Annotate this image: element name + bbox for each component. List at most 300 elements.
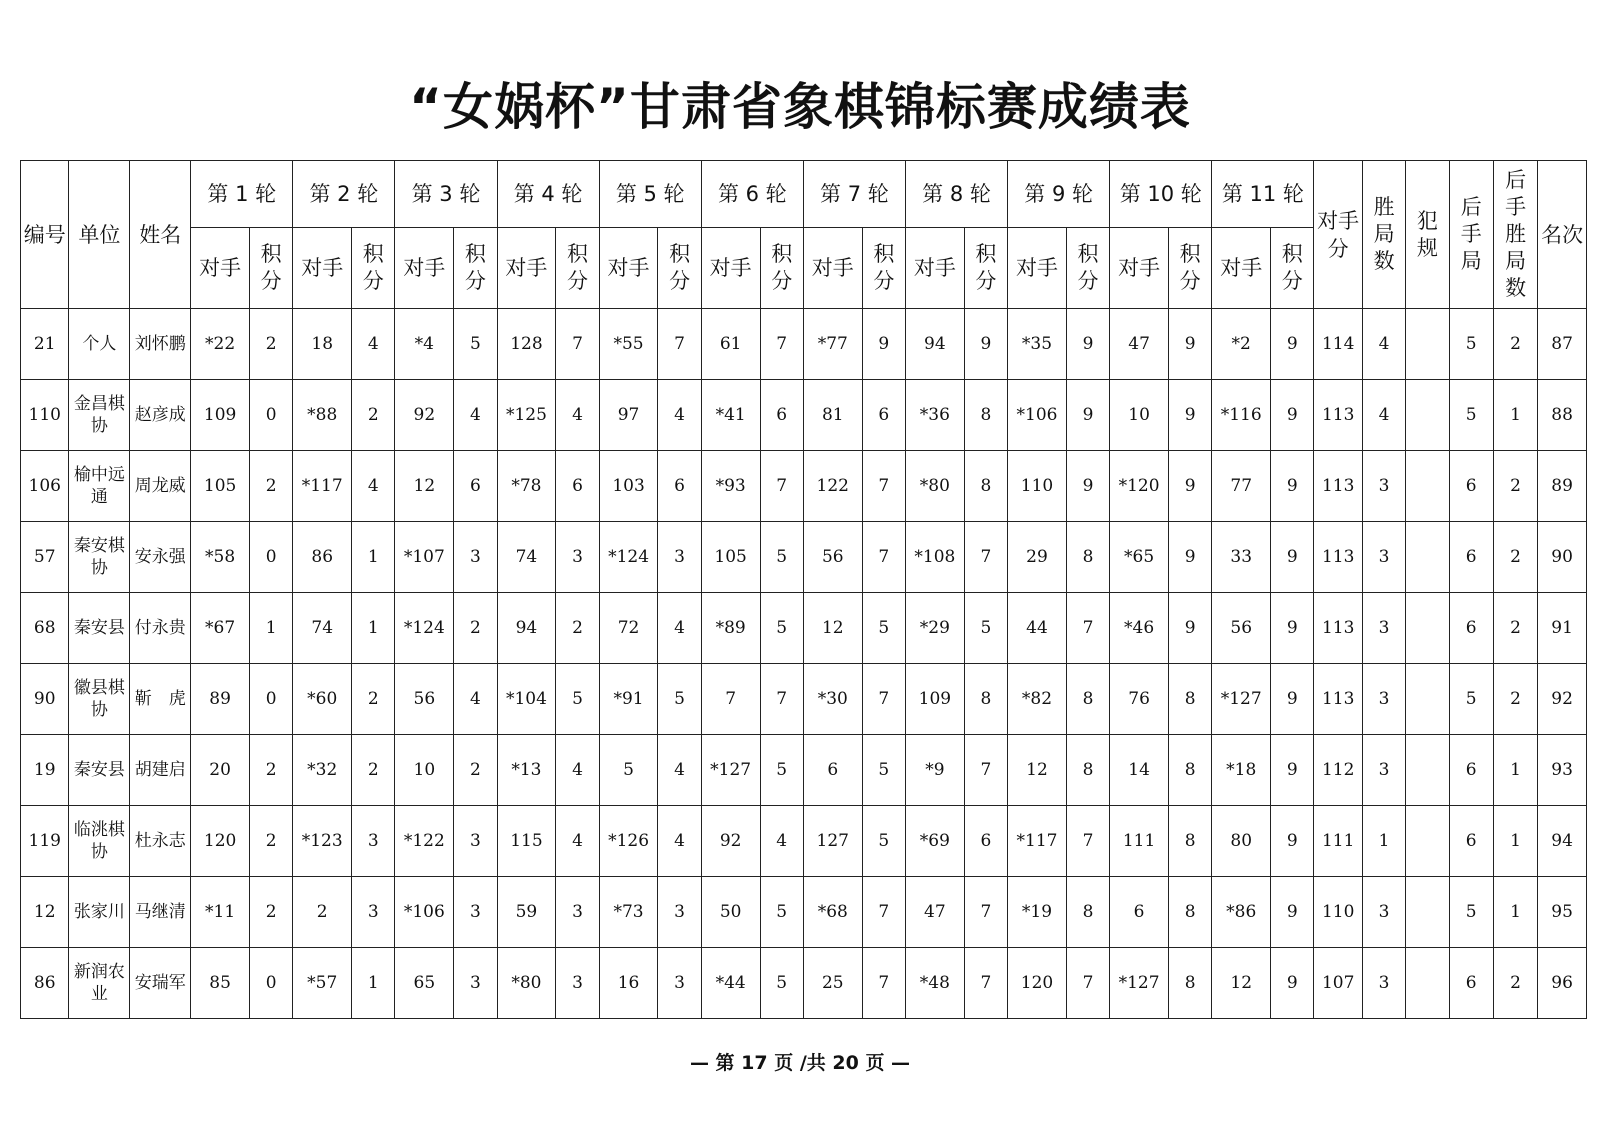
cell-points: 7 (862, 664, 905, 735)
cell-opponent: 103 (599, 451, 658, 522)
cell-points: 9 (1271, 451, 1314, 522)
cell-id: 68 (21, 593, 69, 664)
header-wins (1362, 161, 1405, 309)
header-opponent: 对手 (701, 228, 760, 309)
header-points-label: 积分 (1179, 242, 1201, 293)
cell-opponent: 10 (1110, 380, 1169, 451)
cell-points: 9 (1271, 522, 1314, 593)
table-row (21, 380, 1587, 451)
cell-opponent: *93 (701, 451, 760, 522)
cell-points: 7 (1066, 948, 1109, 1019)
cell-points: 4 (454, 380, 497, 451)
cell-points: 5 (862, 593, 905, 664)
cell-opponent: 74 (497, 522, 556, 593)
cell-points: 7 (760, 664, 803, 735)
cell-opponent: *67 (191, 593, 250, 664)
cell-points: 2 (454, 593, 497, 664)
cell-id: 21 (21, 309, 69, 380)
header-second-games (1449, 161, 1493, 309)
cell-points: 9 (1066, 451, 1109, 522)
cell-id: 90 (21, 664, 69, 735)
cell-points: 3 (454, 948, 497, 1019)
cell-points: 3 (454, 877, 497, 948)
cell-opponent: *88 (293, 380, 352, 451)
cell-second-games: 6 (1449, 451, 1493, 522)
header-opponent: 对手 (599, 228, 658, 309)
cell-opponent: 56 (1212, 593, 1271, 664)
cell-opponent: 94 (497, 593, 556, 664)
header-round: 第 11 轮 (1212, 161, 1314, 228)
cell-points: 6 (556, 451, 599, 522)
cell-points: 7 (1066, 806, 1109, 877)
cell-unit: 秦安县 (69, 735, 130, 806)
cell-opponent: *117 (1008, 806, 1067, 877)
cell-second-wins: 2 (1493, 593, 1537, 664)
cell-points: 8 (964, 664, 1007, 735)
cell-points: 5 (760, 593, 803, 664)
results-table (20, 160, 1587, 1019)
cell-opponent: *57 (293, 948, 352, 1019)
table-row (21, 806, 1587, 877)
cell-opponent: *125 (497, 380, 556, 451)
cell-opponent: 16 (599, 948, 658, 1019)
cell-points: 4 (352, 451, 395, 522)
cell-points: 9 (1271, 664, 1314, 735)
header-opp-score-label: 对手分 (1317, 208, 1360, 261)
header-wins-label: 胜局数 (1373, 195, 1395, 273)
cell-points: 9 (1271, 806, 1314, 877)
cell-points: 2 (454, 735, 497, 806)
cell-rank: 90 (1538, 522, 1587, 593)
cell-opponent: *11 (191, 877, 250, 948)
cell-opponent: *107 (395, 522, 454, 593)
header-points-label: 积分 (771, 242, 793, 293)
cell-points: 7 (964, 735, 1007, 806)
cell-unit: 秦安棋协 (69, 522, 130, 593)
header-fouls (1406, 161, 1449, 309)
cell-opponent: *36 (905, 380, 964, 451)
table-row (21, 948, 1587, 1019)
cell-opponent: 59 (497, 877, 556, 948)
cell-id: 12 (21, 877, 69, 948)
header-opponent: 对手 (191, 228, 250, 309)
cell-points: 8 (1168, 806, 1211, 877)
cell-wins: 3 (1362, 735, 1405, 806)
cell-name: 赵彦成 (130, 380, 191, 451)
cell-points: 3 (556, 522, 599, 593)
cell-points: 7 (556, 309, 599, 380)
cell-wins: 3 (1362, 522, 1405, 593)
cell-points: 9 (1271, 380, 1314, 451)
cell-opponent: 12 (395, 451, 454, 522)
cell-opponent: *106 (395, 877, 454, 948)
cell-opponent: 92 (701, 806, 760, 877)
cell-opponent: 109 (191, 380, 250, 451)
cell-second-wins: 2 (1493, 522, 1537, 593)
header-points (352, 228, 395, 309)
cell-second-games: 6 (1449, 948, 1493, 1019)
cell-points: 9 (1168, 593, 1211, 664)
header-points (760, 228, 803, 309)
cell-opponent: *60 (293, 664, 352, 735)
cell-fouls (1406, 309, 1449, 380)
header-points (250, 228, 293, 309)
cell-points: 9 (1066, 309, 1109, 380)
header-round: 第 8 轮 (905, 161, 1007, 228)
cell-opponent: 12 (1008, 735, 1067, 806)
cell-second-wins: 2 (1493, 664, 1537, 735)
cell-points: 9 (1271, 309, 1314, 380)
cell-points: 9 (1271, 877, 1314, 948)
cell-points: 9 (862, 309, 905, 380)
header-round: 第 7 轮 (803, 161, 905, 228)
header-opponent: 对手 (803, 228, 862, 309)
cell-opponent: *46 (1110, 593, 1169, 664)
cell-fouls (1406, 948, 1449, 1019)
cell-opponent: 65 (395, 948, 454, 1019)
cell-opponent: *9 (905, 735, 964, 806)
cell-points: 2 (352, 735, 395, 806)
cell-points: 3 (556, 877, 599, 948)
cell-rank: 95 (1538, 877, 1587, 948)
cell-opponent: 85 (191, 948, 250, 1019)
cell-points: 8 (1066, 735, 1109, 806)
cell-points: 3 (658, 877, 701, 948)
cell-fouls (1406, 877, 1449, 948)
cell-points: 4 (352, 309, 395, 380)
cell-opponent: *32 (293, 735, 352, 806)
header-points-label: 积分 (362, 242, 384, 293)
cell-opponent: 47 (905, 877, 964, 948)
header-points (862, 228, 905, 309)
cell-name: 安永强 (130, 522, 191, 593)
cell-points: 1 (352, 522, 395, 593)
cell-id: 19 (21, 735, 69, 806)
cell-points: 6 (454, 451, 497, 522)
header-points-label: 积分 (1077, 242, 1099, 293)
cell-opponent: 109 (905, 664, 964, 735)
table-row (21, 451, 1587, 522)
header-points-label: 积分 (873, 242, 895, 293)
header-points-label: 积分 (464, 242, 486, 293)
cell-second-games: 6 (1449, 735, 1493, 806)
cell-points: 4 (658, 806, 701, 877)
cell-second-games: 5 (1449, 380, 1493, 451)
cell-name: 胡建启 (130, 735, 191, 806)
cell-second-wins: 1 (1493, 806, 1537, 877)
cell-rank: 94 (1538, 806, 1587, 877)
cell-opp-score: 113 (1314, 380, 1362, 451)
cell-unit: 徽县棋协 (69, 664, 130, 735)
cell-opponent: 7 (701, 664, 760, 735)
header-points-label: 积分 (669, 242, 691, 293)
cell-points: 2 (250, 309, 293, 380)
cell-second-wins: 1 (1493, 380, 1537, 451)
cell-opponent: 97 (599, 380, 658, 451)
cell-opponent: 33 (1212, 522, 1271, 593)
cell-points: 0 (250, 380, 293, 451)
cell-points: 7 (658, 309, 701, 380)
cell-id: 86 (21, 948, 69, 1019)
cell-points: 8 (964, 451, 1007, 522)
cell-opponent: 56 (395, 664, 454, 735)
header-points (1066, 228, 1109, 309)
cell-points: 3 (454, 522, 497, 593)
cell-second-wins: 2 (1493, 948, 1537, 1019)
cell-opponent: *77 (803, 309, 862, 380)
cell-opponent: 12 (803, 593, 862, 664)
cell-opponent: 128 (497, 309, 556, 380)
cell-points: 0 (250, 664, 293, 735)
cell-opponent: 120 (1008, 948, 1067, 1019)
cell-points: 8 (1066, 877, 1109, 948)
cell-opponent: 14 (1110, 735, 1169, 806)
header-round: 第 5 轮 (599, 161, 701, 228)
cell-unit: 金昌棋协 (69, 380, 130, 451)
cell-wins: 3 (1362, 664, 1405, 735)
cell-opp-score: 112 (1314, 735, 1362, 806)
cell-points: 4 (658, 735, 701, 806)
cell-wins: 1 (1362, 806, 1405, 877)
cell-points: 9 (1271, 735, 1314, 806)
cell-points: 2 (250, 877, 293, 948)
cell-fouls (1406, 593, 1449, 664)
cell-opponent: *123 (293, 806, 352, 877)
cell-opponent: *80 (497, 948, 556, 1019)
cell-wins: 3 (1362, 948, 1405, 1019)
cell-second-wins: 2 (1493, 451, 1537, 522)
cell-points: 4 (556, 380, 599, 451)
cell-opponent: *69 (905, 806, 964, 877)
cell-name: 马继清 (130, 877, 191, 948)
cell-points: 9 (1168, 309, 1211, 380)
cell-opponent: 122 (803, 451, 862, 522)
cell-opponent: *68 (803, 877, 862, 948)
cell-name: 付永贵 (130, 593, 191, 664)
header-points (964, 228, 1007, 309)
table-row (21, 735, 1587, 806)
cell-opponent: *55 (599, 309, 658, 380)
cell-id: 110 (21, 380, 69, 451)
cell-opponent: *65 (1110, 522, 1169, 593)
cell-opponent: 120 (191, 806, 250, 877)
cell-fouls (1406, 451, 1449, 522)
cell-name: 刘怀鹏 (130, 309, 191, 380)
cell-wins: 3 (1362, 877, 1405, 948)
cell-opponent: *58 (191, 522, 250, 593)
cell-opponent: *127 (1212, 664, 1271, 735)
table-row (21, 309, 1587, 380)
header-points-label: 积分 (566, 242, 588, 293)
cell-unit: 个人 (69, 309, 130, 380)
cell-points: 5 (862, 806, 905, 877)
cell-points: 7 (964, 948, 1007, 1019)
cell-points: 5 (760, 735, 803, 806)
cell-points: 9 (964, 309, 1007, 380)
cell-opponent: 10 (395, 735, 454, 806)
header-round: 第 4 轮 (497, 161, 599, 228)
page-footer: — 第 17 页 /共 20 页 — (689, 1052, 911, 1074)
cell-points: 7 (862, 948, 905, 1019)
header-rank (1538, 161, 1587, 309)
cell-fouls (1406, 380, 1449, 451)
header-opponent: 对手 (293, 228, 352, 309)
cell-rank: 96 (1538, 948, 1587, 1019)
cell-opponent: *35 (1008, 309, 1067, 380)
cell-points: 9 (1066, 380, 1109, 451)
cell-points: 4 (454, 664, 497, 735)
header-points-label: 积分 (975, 242, 997, 293)
cell-name: 杜永志 (130, 806, 191, 877)
cell-points: 0 (250, 522, 293, 593)
cell-points: 3 (352, 877, 395, 948)
cell-points: 2 (250, 806, 293, 877)
cell-opp-score: 110 (1314, 877, 1362, 948)
cell-opponent: *82 (1008, 664, 1067, 735)
cell-second-games: 6 (1449, 593, 1493, 664)
cell-wins: 4 (1362, 309, 1405, 380)
cell-opp-score: 113 (1314, 522, 1362, 593)
cell-opponent: 86 (293, 522, 352, 593)
cell-points: 2 (556, 593, 599, 664)
cell-opponent: 110 (1008, 451, 1067, 522)
cell-opponent: 29 (1008, 522, 1067, 593)
cell-opp-score: 113 (1314, 593, 1362, 664)
cell-opponent: *108 (905, 522, 964, 593)
cell-opponent: 80 (1212, 806, 1271, 877)
cell-opponent: 92 (395, 380, 454, 451)
cell-opponent: 111 (1110, 806, 1169, 877)
cell-points: 6 (862, 380, 905, 451)
cell-points: 4 (556, 735, 599, 806)
cell-opponent: *19 (1008, 877, 1067, 948)
header-round: 第 1 轮 (191, 161, 293, 228)
cell-second-games: 5 (1449, 877, 1493, 948)
cell-wins: 4 (1362, 380, 1405, 451)
cell-points: 8 (1168, 735, 1211, 806)
cell-opp-score: 113 (1314, 664, 1362, 735)
cell-points: 1 (352, 593, 395, 664)
cell-opponent: *124 (395, 593, 454, 664)
cell-second-games: 6 (1449, 806, 1493, 877)
header-round: 第 6 轮 (701, 161, 803, 228)
header-round: 第 3 轮 (395, 161, 497, 228)
cell-points: 5 (760, 877, 803, 948)
cell-points: 1 (250, 593, 293, 664)
cell-points: 7 (964, 522, 1007, 593)
cell-opponent: *48 (905, 948, 964, 1019)
cell-points: 7 (1066, 593, 1109, 664)
cell-fouls (1406, 735, 1449, 806)
cell-unit: 临洮棋协 (69, 806, 130, 877)
cell-rank: 87 (1538, 309, 1587, 380)
cell-points: 9 (1168, 522, 1211, 593)
table-row (21, 593, 1587, 664)
cell-points: 2 (250, 451, 293, 522)
header-points (1271, 228, 1314, 309)
cell-id: 57 (21, 522, 69, 593)
cell-opponent: *18 (1212, 735, 1271, 806)
cell-name: 周龙威 (130, 451, 191, 522)
cell-points: 1 (352, 948, 395, 1019)
cell-opponent: *106 (1008, 380, 1067, 451)
header-second-wins-label: 后手胜局数 (1505, 168, 1527, 300)
cell-rank: 89 (1538, 451, 1587, 522)
cell-unit: 张家川 (69, 877, 130, 948)
header-second-games-label: 后手局 (1460, 195, 1482, 273)
cell-opponent: 74 (293, 593, 352, 664)
header-round: 第 9 轮 (1008, 161, 1110, 228)
cell-opponent: 5 (599, 735, 658, 806)
cell-points: 5 (760, 522, 803, 593)
cell-opponent: 105 (191, 451, 250, 522)
cell-points: 8 (1168, 948, 1211, 1019)
cell-opponent: *127 (1110, 948, 1169, 1019)
header-opponent: 对手 (1212, 228, 1271, 309)
cell-opponent: 18 (293, 309, 352, 380)
cell-opponent: 72 (599, 593, 658, 664)
header-opp-score (1314, 161, 1362, 309)
header-round: 第 2 轮 (293, 161, 395, 228)
cell-second-wins: 1 (1493, 877, 1537, 948)
cell-unit: 新润农业 (69, 948, 130, 1019)
cell-opponent: *91 (599, 664, 658, 735)
header-unit: 单位 (69, 161, 130, 309)
cell-rank: 93 (1538, 735, 1587, 806)
cell-points: 3 (352, 806, 395, 877)
cell-points: 3 (658, 522, 701, 593)
cell-opponent: 44 (1008, 593, 1067, 664)
cell-points: 9 (1168, 380, 1211, 451)
cell-wins: 3 (1362, 451, 1405, 522)
cell-points: 5 (760, 948, 803, 1019)
cell-fouls (1406, 806, 1449, 877)
cell-opponent: 76 (1110, 664, 1169, 735)
header-points (1168, 228, 1211, 309)
cell-opponent: 47 (1110, 309, 1169, 380)
cell-opponent: *73 (599, 877, 658, 948)
cell-points: 6 (964, 806, 1007, 877)
cell-opponent: 6 (1110, 877, 1169, 948)
cell-opponent: 81 (803, 380, 862, 451)
header-opponent: 对手 (497, 228, 556, 309)
cell-points: 3 (556, 948, 599, 1019)
header-row-rounds (21, 161, 1587, 228)
cell-opponent: *86 (1212, 877, 1271, 948)
cell-opponent: *2 (1212, 309, 1271, 380)
cell-second-wins: 1 (1493, 735, 1537, 806)
cell-opp-score: 114 (1314, 309, 1362, 380)
cell-name: 安瑞军 (130, 948, 191, 1019)
cell-opponent: *104 (497, 664, 556, 735)
cell-points: 4 (760, 806, 803, 877)
cell-second-games: 5 (1449, 309, 1493, 380)
header-fouls-label: 犯规 (1416, 208, 1438, 260)
header-points (658, 228, 701, 309)
cell-points: 9 (1168, 451, 1211, 522)
header-points (454, 228, 497, 309)
cell-id: 106 (21, 451, 69, 522)
cell-points: 7 (862, 877, 905, 948)
cell-second-games: 5 (1449, 664, 1493, 735)
cell-opponent: 25 (803, 948, 862, 1019)
cell-opponent: *22 (191, 309, 250, 380)
header-opponent: 对手 (395, 228, 454, 309)
cell-points: 6 (760, 380, 803, 451)
cell-points: 8 (964, 380, 1007, 451)
cell-unit: 榆中远通 (69, 451, 130, 522)
cell-opponent: 12 (1212, 948, 1271, 1019)
